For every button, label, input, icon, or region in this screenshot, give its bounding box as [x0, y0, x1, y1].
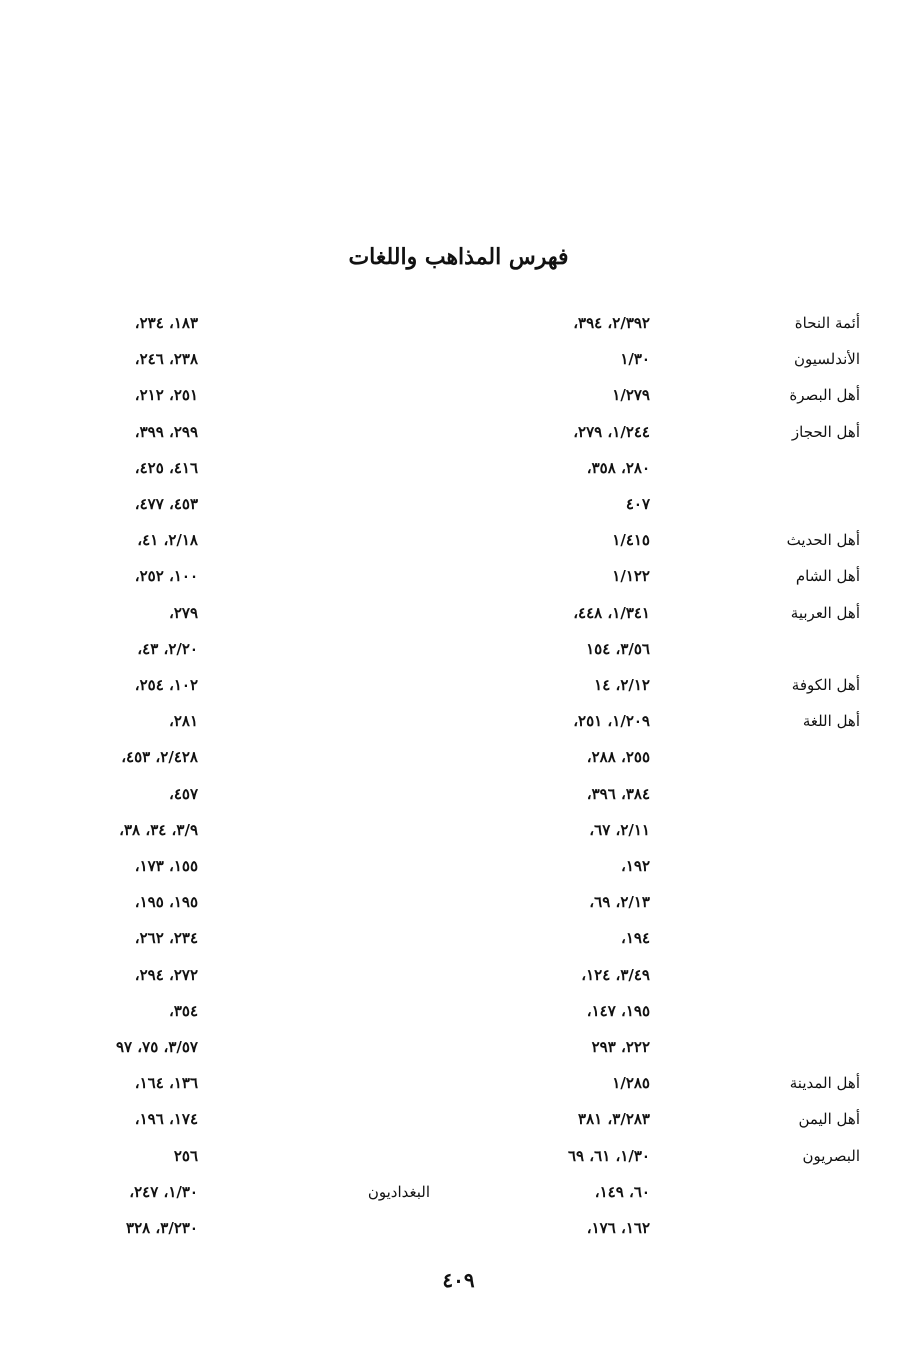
index-entry	[40, 350, 440, 378]
page-references: ٢/١٢، ١٤	[594, 676, 650, 694]
index-entry	[460, 821, 860, 849]
page-references: ١/٢٠٩، ٢٥١،	[573, 712, 650, 731]
page-references: ١٦٢، ١٧٦،	[586, 1219, 650, 1237]
index-entry	[40, 785, 440, 813]
index-term: أئمة النحاة	[794, 314, 860, 332]
index-entry	[460, 676, 860, 704]
index-term: أهل الكوفة	[791, 676, 860, 694]
page-references: ٦٠، ١٤٩،	[594, 1182, 650, 1201]
index-entry	[40, 1183, 440, 1211]
page-title: فهرس المذاهب واللغات	[348, 244, 569, 270]
index-entry	[40, 1038, 440, 1066]
index-entry	[460, 459, 860, 487]
page-references: ١٠٢، ٢٥٤،	[134, 676, 198, 694]
page-references: ٢٥٦	[173, 1146, 198, 1165]
page-references: ١٩٤،	[620, 929, 650, 948]
index-entry	[460, 893, 860, 921]
index-entry	[40, 386, 440, 414]
index-entry	[40, 929, 440, 957]
page-references: ١٩٥، ١٤٧،	[586, 1001, 650, 1020]
page-references: ٣٨٤، ٣٩٦،	[586, 784, 650, 803]
page-references: ٢٨٠، ٣٥٨،	[586, 458, 650, 477]
right-index-column	[460, 0, 860, 1362]
page-references: ٢/١١، ٦٧،	[589, 820, 650, 839]
index-entry	[40, 314, 440, 342]
index-entry	[40, 604, 440, 632]
page-references: ٢٩٩، ٣٩٩،	[134, 422, 198, 441]
page-references: ١/٣٠	[620, 350, 650, 369]
page-references: ٤٠٧	[625, 495, 650, 513]
index-entry	[40, 1002, 440, 1030]
page-references: ٣/٥٧، ٧٥، ٩٧	[115, 1038, 198, 1056]
page-references: ١/٢٧٩	[612, 386, 650, 405]
page-references: ٤٥٧،	[168, 784, 198, 803]
index-entry	[460, 604, 860, 632]
index-term: أهل الحديث	[786, 531, 860, 550]
page-references: ٤١٦، ٤٢٥،	[134, 458, 198, 477]
page-references: ١/٣٤١، ٤٤٨،	[573, 603, 650, 622]
index-term: أهل الحجاز	[791, 422, 860, 441]
page-references: ١٥٥، ١٧٣،	[134, 857, 198, 875]
index-entry	[460, 1147, 860, 1175]
page-references: ٢٥١، ٢١٢،	[134, 386, 198, 405]
index-entry	[460, 423, 860, 451]
index-term: أهل البصرة	[789, 386, 860, 405]
index-term: الأندلسيون	[793, 350, 860, 369]
index-entry	[40, 893, 440, 921]
index-entry	[460, 567, 860, 595]
index-entry	[40, 1074, 440, 1102]
index-entry	[40, 640, 440, 668]
page-references: ٢/٣٩٢، ٣٩٤،	[573, 314, 650, 332]
page-references: ١/٤١٥	[612, 531, 650, 550]
index-entry	[40, 821, 440, 849]
page-references: ٢/٢٠، ٤٣،	[137, 639, 198, 658]
page-references: ٢٢٢، ٢٩٣	[591, 1038, 650, 1056]
index-entry	[460, 531, 860, 559]
page-references: ٢/٤٢٨، ٤٥٣،	[121, 748, 198, 767]
index-entry	[460, 350, 860, 378]
page-references: ١/٣٠، ٢٤٧،	[129, 1182, 198, 1201]
index-term: أهل العربية	[790, 603, 860, 622]
page-references: ١/٣٠، ٦١، ٦٩	[567, 1146, 650, 1165]
index-entry	[460, 857, 860, 885]
index-entry	[40, 966, 440, 994]
index-entry	[460, 495, 860, 523]
index-entry	[40, 531, 440, 559]
index-entry	[460, 929, 860, 957]
page-references: ٣٥٤،	[168, 1001, 198, 1020]
page-references: ٣/٢٣٠، ٣٢٨	[126, 1219, 198, 1237]
page-references: ٣/٢٨٣، ٣٨١	[578, 1110, 650, 1129]
index-entry	[460, 1002, 860, 1030]
index-entry	[460, 1219, 860, 1247]
page-references: ٢٣٨، ٢٤٦،	[134, 350, 198, 369]
index-term: أهل اليمن	[798, 1110, 860, 1129]
index-entry	[40, 712, 440, 740]
page-references: ١/٢٨٥	[612, 1074, 650, 1093]
index-entry	[460, 640, 860, 668]
page-references: ٢/١٨، ٤١،	[137, 531, 198, 550]
page-references: ٢٨١،	[168, 712, 198, 731]
index-entry	[460, 966, 860, 994]
page-references: ١٣٦، ١٦٤،	[134, 1074, 198, 1093]
page-references: ١/٢٤٤، ٢٧٩،	[573, 422, 650, 441]
index-entry	[40, 459, 440, 487]
index-entry	[460, 1038, 860, 1066]
index-entry	[40, 1147, 440, 1175]
page-references: ٣/٥٦، ١٥٤	[586, 639, 650, 658]
index-term: أهل الشام	[795, 567, 860, 586]
index-entry	[40, 567, 440, 595]
index-term: أهل المدينة	[789, 1074, 860, 1093]
page-references: ٣/٤٩، ١٢٤،	[581, 965, 650, 984]
index-entry	[460, 1074, 860, 1102]
page-number: ٤٠٩	[442, 1268, 475, 1292]
page-references: ١٨٣، ٢٣٤،	[134, 314, 198, 332]
index-entry	[40, 676, 440, 704]
page-references: ٢٣٤، ٢٦٢،	[134, 929, 198, 948]
index-entry	[460, 785, 860, 813]
page-references: ٤٥٣، ٤٧٧،	[134, 495, 198, 513]
index-entry	[40, 423, 440, 451]
index-entry	[460, 1183, 860, 1211]
index-term: البصريون	[802, 1146, 860, 1165]
page-references: ٢٧٢، ٢٩٤،	[134, 965, 198, 984]
index-term: البغداديون	[367, 1182, 430, 1201]
index-entry	[40, 748, 440, 776]
left-index-column	[40, 0, 440, 1362]
index-entry	[40, 857, 440, 885]
index-entry	[40, 1110, 440, 1138]
index-entry	[460, 1110, 860, 1138]
page-references: ١٠٠، ٢٥٢،	[134, 567, 198, 586]
page-references: ٢٥٥، ٢٨٨،	[586, 748, 650, 767]
index-entry	[460, 314, 860, 342]
page-references: ١٩٢،	[620, 857, 650, 875]
page-references: ٣/٩، ٣٤، ٣٨،	[119, 820, 198, 839]
index-entry	[40, 495, 440, 523]
index-entry	[460, 712, 860, 740]
index-entry	[40, 1219, 440, 1247]
page-references: ٢٧٩،	[168, 603, 198, 622]
index-entry	[460, 386, 860, 414]
index-term: أهل اللغة	[802, 712, 860, 731]
page-references: ١/١٢٢	[612, 567, 650, 586]
index-entry	[460, 748, 860, 776]
page-references: ٢/١٣، ٦٩،	[589, 893, 650, 912]
page-references: ١٩٥، ١٩٥،	[134, 893, 198, 912]
page-references: ١٧٤، ١٩٦،	[134, 1110, 198, 1129]
